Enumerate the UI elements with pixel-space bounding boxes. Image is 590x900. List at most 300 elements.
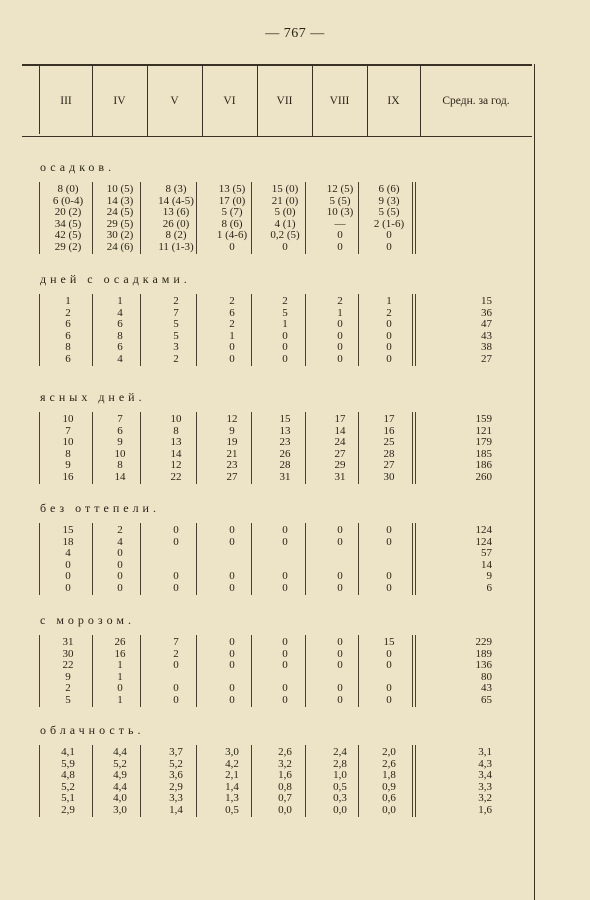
- column-header-month: VII: [276, 95, 293, 107]
- table-cell: 13 (6): [162, 206, 190, 218]
- table-cell: 5,2: [113, 757, 127, 770]
- table-cell: 0: [282, 535, 288, 548]
- table-cell: 0,9: [382, 780, 396, 793]
- table-cell: 1: [386, 295, 392, 307]
- table-cell: 6: [65, 318, 71, 330]
- column-header-annual-mean: Средн. за год.: [442, 95, 510, 107]
- table-cell: 9: [65, 670, 71, 683]
- page-number: — 767 —: [265, 26, 325, 41]
- table-row: [0, 782, 590, 794]
- table-cell: 5 (5): [378, 206, 400, 218]
- annual-mean-cell: 6: [486, 581, 492, 594]
- table-row: [0, 770, 590, 782]
- section-title: осадков.: [40, 160, 116, 174]
- table-cell: 6: [117, 424, 123, 437]
- table-cell: 34 (5): [54, 217, 82, 230]
- annual-mean-cell: 43: [481, 329, 492, 342]
- table-cell: 0,5: [333, 780, 347, 793]
- table-cell: 16: [383, 424, 395, 437]
- table-cell: 25: [383, 436, 395, 448]
- table-cell: 0: [282, 240, 288, 253]
- table-row: [0, 472, 590, 484]
- table-cell: 8: [65, 341, 71, 353]
- table-cell: 16: [114, 647, 126, 660]
- table-cell: 0: [282, 682, 288, 694]
- table-cell: 18: [62, 535, 74, 548]
- table-cell: 1,6: [278, 769, 292, 781]
- table-cell: 15: [279, 413, 291, 425]
- table-cell: 0: [65, 558, 71, 571]
- table-cell: 0: [337, 535, 343, 548]
- table-cell: 0: [229, 240, 235, 253]
- table-row: [0, 649, 590, 661]
- table-cell: 11 (1-3): [158, 240, 194, 253]
- table-cell: 0,0: [333, 803, 347, 816]
- table-header: [22, 64, 532, 137]
- table-cell: 5,9: [61, 757, 75, 770]
- table-cell: 2,1: [225, 769, 239, 781]
- annual-mean-cell: 185: [475, 447, 492, 460]
- table-cell: 0: [337, 352, 343, 365]
- table-cell: 14: [334, 424, 346, 437]
- table-cell: 0: [282, 570, 288, 582]
- table-cell: 0: [337, 329, 343, 342]
- table-cell: 0: [282, 636, 288, 648]
- table-cell: 31: [279, 470, 291, 483]
- table-cell: 6: [229, 306, 235, 319]
- table-cell: 0: [229, 682, 235, 694]
- table-cell: 14 (4-5): [158, 194, 194, 207]
- table-cell: 2: [229, 318, 235, 330]
- table-cell: 0,5: [225, 803, 239, 816]
- annual-mean-cell: 3,4: [478, 769, 492, 781]
- table-row: [0, 793, 590, 805]
- table-row: [0, 207, 590, 219]
- annual-mean-cell: 159: [475, 413, 492, 425]
- table-cell: 1: [117, 659, 123, 671]
- annual-mean-cell: 65: [481, 693, 492, 706]
- table-cell: 0: [386, 693, 392, 706]
- column-header-month: VI: [223, 95, 236, 107]
- table-row: [0, 296, 590, 308]
- annual-mean-cell: 124: [475, 535, 492, 548]
- table-cell: 4,4: [113, 780, 127, 793]
- table-cell: 14: [170, 447, 182, 460]
- table-row: [0, 548, 590, 560]
- table-cell: 0: [229, 352, 235, 365]
- annual-mean-cell: 121: [475, 424, 492, 437]
- column-header-month: V: [170, 95, 179, 107]
- table-cell: 1,3: [225, 792, 239, 804]
- annual-mean-cell: 38: [481, 341, 492, 353]
- table-cell: 6: [117, 341, 123, 353]
- table-cell: 10: [62, 436, 74, 448]
- header-column-divider: [202, 66, 203, 136]
- table-cell: 3,3: [169, 792, 183, 804]
- table-cell: 3,2: [278, 757, 292, 770]
- table-cell: 22: [170, 470, 182, 483]
- table-row: [0, 449, 590, 461]
- column-header-month: IV: [113, 95, 126, 107]
- table-cell: 0: [386, 229, 392, 241]
- table-cell: 4: [117, 535, 123, 548]
- table-cell: 0: [117, 547, 123, 559]
- table-cell: 6 (0-4): [52, 194, 84, 207]
- table-cell: 12: [226, 413, 238, 425]
- table-cell: 3,7: [169, 746, 183, 758]
- table-cell: 2,8: [333, 757, 347, 770]
- table-cell: 26 (0): [162, 217, 190, 230]
- table-row: [0, 242, 590, 254]
- table-cell: 23: [226, 459, 238, 471]
- table-cell: 0,0: [278, 803, 292, 816]
- table-cell: 5,2: [61, 780, 75, 793]
- table-cell: 0,8: [278, 780, 292, 793]
- table-cell: 1,4: [169, 803, 183, 816]
- table-cell: 1,8: [382, 769, 396, 781]
- table-cell: 21 (0): [271, 194, 299, 207]
- table-cell: 2,4: [333, 746, 347, 758]
- table-row: [0, 342, 590, 354]
- table-cell: 8: [65, 447, 71, 460]
- table-cell: 0: [386, 570, 392, 582]
- table-cell: 0: [337, 570, 343, 582]
- table-cell: 0: [229, 524, 235, 536]
- section-title: облачность.: [40, 723, 145, 737]
- table-cell: 0,7: [278, 792, 292, 804]
- table-cell: 42 (5): [54, 229, 82, 241]
- table-cell: 0: [173, 693, 179, 706]
- annual-mean-cell: 3,2: [478, 792, 492, 804]
- table-cell: 0: [65, 570, 71, 582]
- table-cell: 3,0: [113, 803, 127, 816]
- annual-mean-cell: 260: [475, 470, 492, 483]
- header-column-divider: [312, 66, 313, 136]
- table-cell: 2 (1-6): [373, 217, 405, 230]
- table-cell: 0: [229, 659, 235, 671]
- table-cell: 0: [386, 352, 392, 365]
- table-cell: 0: [117, 682, 123, 694]
- table-cell: 17: [334, 413, 346, 425]
- table-cell: 3,6: [169, 769, 183, 781]
- annual-mean-cell: 189: [475, 647, 492, 660]
- table-cell: 0: [337, 229, 343, 241]
- table-cell: 9: [117, 436, 123, 448]
- table-cell: 0: [386, 535, 392, 548]
- table-cell: 0: [117, 581, 123, 594]
- table-row: [0, 672, 590, 684]
- table-cell: 3: [173, 341, 179, 353]
- table-row: [0, 560, 590, 572]
- table-cell: 24 (5): [106, 206, 134, 218]
- table-cell: 15: [62, 524, 74, 536]
- table-cell: 0: [173, 581, 179, 594]
- table-cell: 5,2: [169, 757, 183, 770]
- table-cell: 0: [229, 693, 235, 706]
- column-header-month: IX: [387, 95, 400, 107]
- table-cell: 4,8: [61, 769, 75, 781]
- table-cell: 14: [114, 470, 126, 483]
- table-cell: 0: [337, 341, 343, 353]
- table-cell: 0: [282, 693, 288, 706]
- table-cell: 0: [337, 318, 343, 330]
- table-cell: 0: [282, 647, 288, 660]
- annual-mean-cell: 136: [475, 659, 492, 671]
- table-cell: 0: [282, 341, 288, 353]
- table-cell: 17 (0): [218, 194, 246, 207]
- table-cell: 0: [386, 659, 392, 671]
- table-cell: 16: [62, 470, 74, 483]
- table-row: [0, 414, 590, 426]
- table-cell: 1: [117, 693, 123, 706]
- table-row: [0, 460, 590, 472]
- table-cell: 0: [386, 318, 392, 330]
- table-cell: 1,0: [333, 769, 347, 781]
- annual-mean-cell: 186: [475, 459, 492, 471]
- table-cell: 7: [117, 413, 123, 425]
- table-cell: 28: [383, 447, 395, 460]
- table-cell: 10 (3): [326, 206, 354, 218]
- table-cell: 8 (2): [165, 229, 187, 241]
- table-cell: 6: [65, 329, 71, 342]
- table-cell: 2: [386, 306, 392, 319]
- table-cell: 17: [383, 413, 395, 425]
- table-cell: 12: [170, 459, 182, 471]
- table-cell: 0: [282, 581, 288, 594]
- table-cell: 30: [62, 647, 74, 660]
- table-cell: 28: [279, 459, 291, 471]
- table-cell: 0: [337, 240, 343, 253]
- table-cell: 6: [65, 352, 71, 365]
- table-cell: 4 (1): [274, 217, 296, 230]
- annual-mean-cell: 4,3: [478, 757, 492, 770]
- table-cell: 2,6: [382, 757, 396, 770]
- header-column-divider: [367, 66, 368, 136]
- table-cell: 22: [62, 659, 74, 671]
- table-cell: 0: [173, 535, 179, 548]
- table-cell: 2: [173, 352, 179, 365]
- annual-mean-cell: 3,3: [478, 780, 492, 793]
- table-cell: 6 (6): [378, 183, 400, 195]
- annual-mean-cell: 9: [486, 570, 492, 582]
- header-column-divider: [420, 66, 421, 136]
- table-row: [0, 637, 590, 649]
- table-cell: 0: [229, 535, 235, 548]
- table-cell: —: [334, 217, 346, 230]
- table-cell: 4,2: [225, 757, 239, 770]
- table-row: [0, 695, 590, 707]
- table-cell: 2: [65, 682, 71, 694]
- table-cell: 4: [117, 352, 123, 365]
- table-cell: 23: [279, 436, 291, 448]
- table-cell: 0: [337, 659, 343, 671]
- table-cell: 0: [229, 570, 235, 582]
- table-cell: 27: [383, 459, 395, 471]
- table-cell: 5: [173, 329, 179, 342]
- table-row: [0, 426, 590, 438]
- table-cell: 0: [173, 524, 179, 536]
- table-cell: 9: [229, 424, 235, 437]
- table-cell: 1: [229, 329, 235, 342]
- table-cell: 7: [65, 424, 71, 437]
- table-cell: 1: [65, 295, 71, 307]
- table-cell: 10: [170, 413, 182, 425]
- table-cell: 8 (6): [221, 217, 243, 230]
- table-cell: 0: [386, 240, 392, 253]
- table-cell: 0: [337, 647, 343, 660]
- table-cell: 0: [337, 524, 343, 536]
- annual-mean-cell: 179: [475, 436, 492, 448]
- table-cell: 1: [282, 318, 288, 330]
- table-cell: 30: [383, 470, 395, 483]
- table-cell: 0: [229, 581, 235, 594]
- table-cell: 1: [117, 670, 123, 683]
- table-cell: 19: [226, 436, 238, 448]
- table-cell: 5 (5): [329, 194, 351, 207]
- table-cell: 24 (6): [106, 240, 134, 253]
- table-row: [0, 184, 590, 196]
- table-cell: 15: [383, 636, 395, 648]
- column-header-month: III: [60, 95, 72, 107]
- table-cell: 0: [337, 693, 343, 706]
- table-cell: 5 (0): [274, 206, 296, 218]
- table-cell: 5: [173, 318, 179, 330]
- table-cell: 0: [282, 659, 288, 671]
- table-row: [0, 308, 590, 320]
- table-cell: 0: [173, 659, 179, 671]
- table-cell: 0: [229, 647, 235, 660]
- table-cell: 4: [117, 306, 123, 319]
- table-cell: 13: [279, 424, 291, 437]
- table-cell: 13: [170, 436, 182, 448]
- table-cell: 0: [337, 581, 343, 594]
- table-cell: 0: [386, 581, 392, 594]
- column-header-month: VIII: [329, 95, 350, 107]
- table-cell: 24: [334, 436, 346, 448]
- table-cell: 26: [114, 636, 126, 648]
- table-cell: 2: [282, 295, 288, 307]
- section-title: дней с осадками.: [40, 272, 191, 286]
- table-row: [0, 683, 590, 695]
- header-column-divider: [92, 66, 93, 136]
- table-cell: 0: [117, 558, 123, 571]
- annual-mean-cell: 80: [481, 670, 492, 683]
- header-column-divider: [257, 66, 258, 136]
- annual-mean-cell: 124: [475, 524, 492, 536]
- table-row: [0, 525, 590, 537]
- table-cell: 5: [282, 306, 288, 319]
- table-cell: 10: [62, 413, 74, 425]
- table-cell: 8 (3): [165, 183, 187, 195]
- table-cell: 2,6: [278, 746, 292, 758]
- section-title: ясных дней.: [40, 390, 146, 404]
- table-cell: 9 (3): [378, 194, 400, 207]
- table-cell: 2: [117, 524, 123, 536]
- table-cell: 15 (0): [271, 183, 299, 195]
- table-cell: 20 (2): [54, 206, 82, 218]
- annual-mean-cell: 229: [475, 636, 492, 648]
- table-cell: 0,2 (5): [270, 229, 300, 241]
- table-cell: 31: [334, 470, 346, 483]
- table-cell: 0: [386, 647, 392, 660]
- table-cell: 1,4: [225, 780, 239, 793]
- table-cell: 26: [279, 447, 291, 460]
- table-cell: 8: [117, 329, 123, 342]
- table-cell: 5 (7): [221, 206, 243, 218]
- table-cell: 0,3: [333, 792, 347, 804]
- table-row: [0, 230, 590, 242]
- table-cell: 8 (0): [57, 183, 79, 195]
- table-cell: 31: [62, 636, 74, 648]
- table-row: [0, 571, 590, 583]
- table-cell: 0: [229, 636, 235, 648]
- table-cell: 0: [173, 570, 179, 582]
- table-cell: 2: [173, 295, 179, 307]
- table-cell: 4: [65, 547, 71, 559]
- table-cell: 8: [173, 424, 179, 437]
- table-cell: 0: [386, 524, 392, 536]
- table-cell: 7: [173, 636, 179, 648]
- table-row: [0, 805, 590, 817]
- table-cell: 2,9: [169, 780, 183, 793]
- table-cell: 0: [173, 682, 179, 694]
- table-cell: 0: [337, 682, 343, 694]
- table-cell: 0: [386, 341, 392, 353]
- table-cell: 27: [334, 447, 346, 460]
- table-cell: 29: [334, 459, 346, 471]
- table-row: [0, 747, 590, 759]
- table-cell: 2: [173, 647, 179, 660]
- table-cell: 0: [337, 636, 343, 648]
- table-cell: 4,4: [113, 746, 127, 758]
- annual-mean-cell: 27: [481, 352, 492, 365]
- table-cell: 2: [337, 295, 343, 307]
- table-cell: 4,1: [61, 746, 75, 758]
- table-cell: 0: [386, 682, 392, 694]
- section-title: без оттепели.: [40, 501, 160, 515]
- table-cell: 2,9: [61, 803, 75, 816]
- table-cell: 6: [117, 318, 123, 330]
- table-cell: 30 (2): [106, 229, 134, 241]
- table-cell: 0: [386, 329, 392, 342]
- table-cell: 12 (5): [326, 183, 354, 195]
- annual-mean-cell: 3,1: [478, 746, 492, 758]
- annual-mean-cell: 57: [481, 547, 492, 559]
- annual-mean-cell: 14: [481, 558, 492, 571]
- table-cell: 0: [282, 352, 288, 365]
- table-cell: 0: [117, 570, 123, 582]
- table-cell: 10: [114, 447, 126, 460]
- table-row: [0, 437, 590, 449]
- table-cell: 1: [337, 306, 343, 319]
- table-cell: 14 (3): [106, 194, 134, 207]
- annual-mean-cell: 1,6: [478, 803, 492, 816]
- table-cell: 29 (5): [106, 217, 134, 230]
- table-cell: 0: [282, 329, 288, 342]
- table-cell: 0: [65, 581, 71, 594]
- table-cell: 4,0: [113, 792, 127, 804]
- table-cell: 21: [226, 447, 238, 460]
- table-row: [0, 331, 590, 343]
- table-cell: 8: [117, 459, 123, 471]
- annual-mean-cell: 43: [481, 682, 492, 694]
- header-column-divider: [147, 66, 148, 136]
- table-row: [0, 583, 590, 595]
- table-cell: 27: [226, 470, 238, 483]
- table-cell: 2: [229, 295, 235, 307]
- table-cell: 10 (5): [106, 183, 134, 195]
- table-cell: 5,1: [61, 792, 75, 804]
